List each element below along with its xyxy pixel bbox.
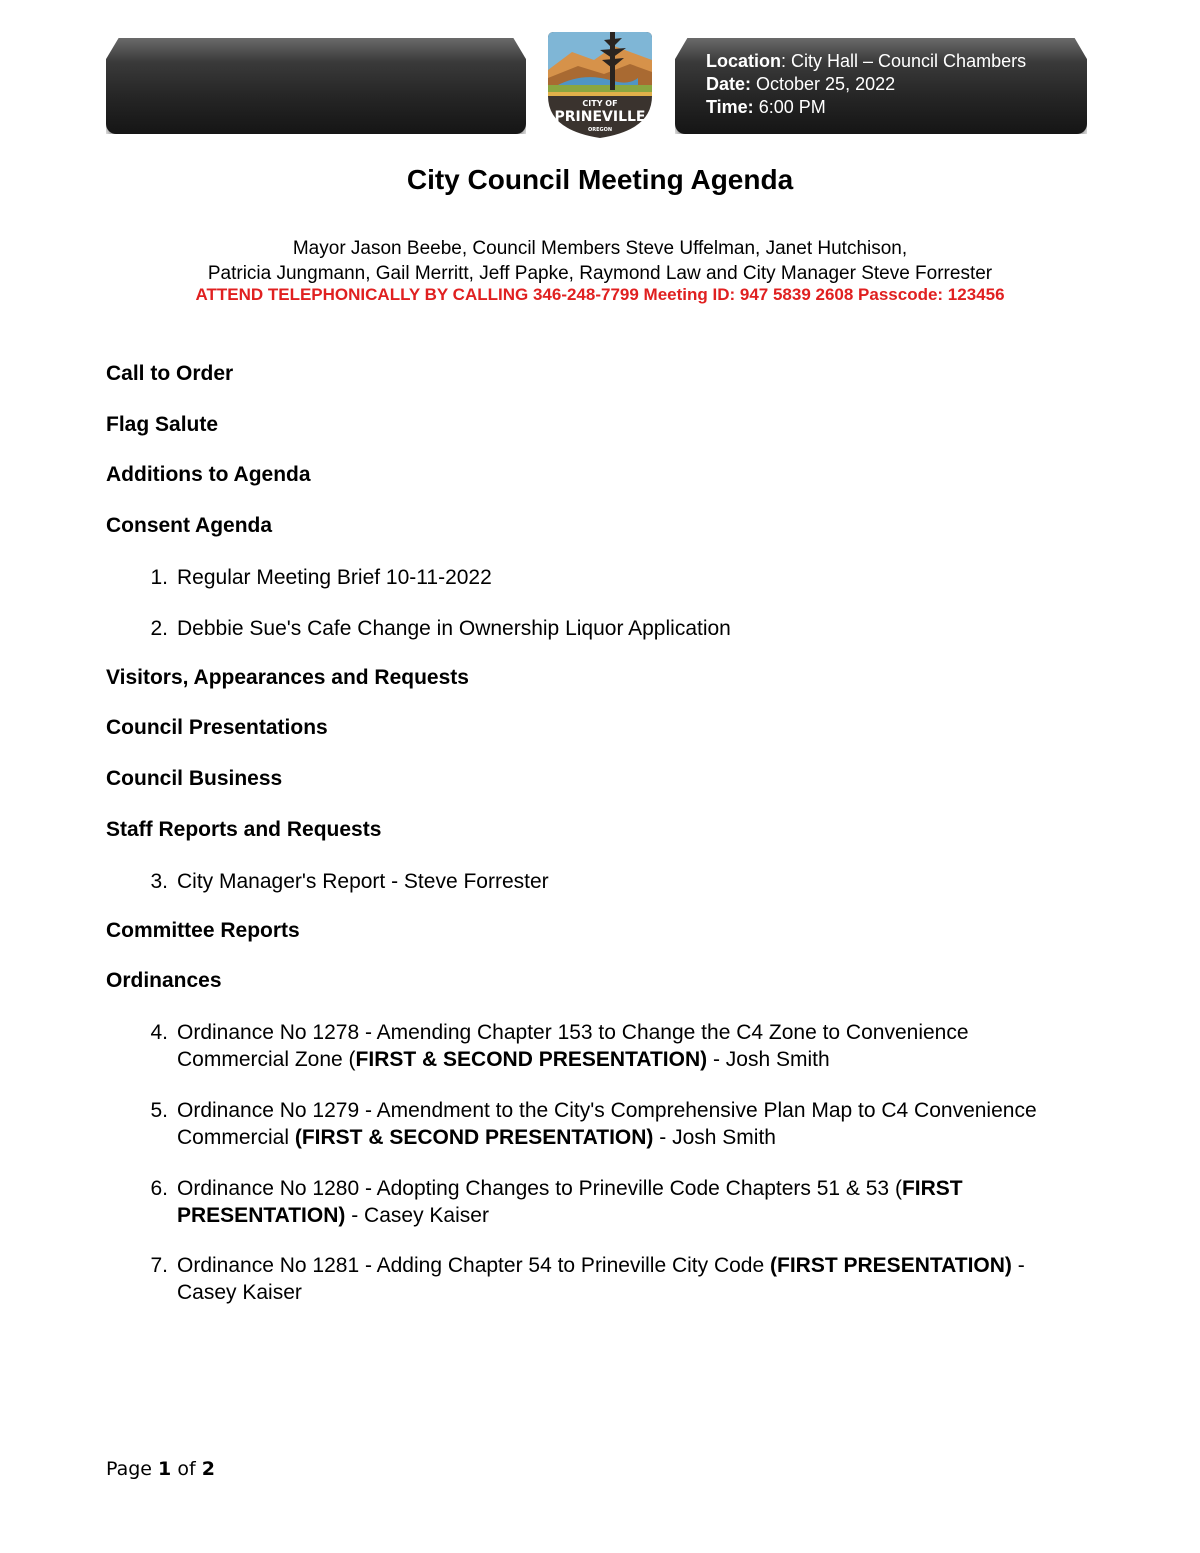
section-ordinances: Ordinances [106, 969, 222, 992]
item-text-part: Ordinance No 1281 - Adding Chapter 54 to Prineville City Code [177, 1254, 771, 1277]
date-label: Date: [706, 74, 752, 94]
item-text-bold: (FIRST & SECOND PRESENTATION) [294, 1126, 654, 1149]
item-text: Regular Meeting Brief 10-11-2022 [177, 566, 492, 589]
item-number: 2. [150, 617, 168, 640]
item-number: 1. [150, 566, 168, 589]
section-consent: Consent Agenda [106, 514, 273, 537]
council-members [0, 236, 1200, 286]
location-label: Location [706, 51, 781, 71]
item-number: 4. [150, 1021, 168, 1044]
page-current: 1 [158, 1458, 172, 1480]
item-text: Debbie Sue's Cafe Change in Ownership Liquor Application [177, 617, 731, 640]
page-of-word: of [171, 1458, 202, 1480]
page-word: Page [106, 1458, 159, 1480]
header-bar-left [106, 38, 526, 134]
item-text-part: - Josh Smith [707, 1048, 830, 1071]
item-text-part: - Casey Kaiser [345, 1204, 489, 1227]
item-text-part: Ordinance No 1278 - Amending Chapter 153 to Change the C4 Zone to Convenience Commercial Zone ( [177, 1021, 969, 1071]
date-value: October 25, 2022 [751, 74, 896, 94]
item-text: City Manager's Report - Steve Forrester [177, 870, 549, 893]
item-number: 3. [150, 870, 168, 893]
section-committee: Committee Reports [106, 919, 300, 942]
section-business: Council Business [106, 767, 283, 790]
location-value: : City Hall – Council Chambers [781, 51, 1027, 71]
item-text-part: Ordinance No 1279 - Amendment to the City's Comprehensive Plan Map to C4 Convenience Commercial [177, 1099, 1037, 1149]
location-line [706, 50, 1026, 73]
meeting-info [706, 50, 1026, 119]
item-text-bold: (FIRST PRESENTATION) [770, 1254, 1012, 1277]
section-call-to-order: Call to Order [106, 362, 234, 385]
section-staff: Staff Reports and Requests [106, 818, 382, 841]
item-text-part: Ordinance No 1280 - Adopting Changes to Prineville Code Chapters 51 & 53 ( [177, 1177, 902, 1200]
members-line2: Patricia Jungmann, Gail Merritt, Jeff Papke, Raymond Law and City Manager Steve Forrester [207, 263, 993, 284]
item-number: 6. [150, 1177, 168, 1200]
page-total: 2 [201, 1458, 215, 1480]
logo-line2: PRINEVILLE [554, 109, 646, 125]
section-flag-salute: Flag Salute [106, 413, 219, 436]
item-number: 5. [150, 1099, 168, 1122]
item-text-bold: FIRST PRESENTATION) [177, 1177, 963, 1227]
time-label: Time: [706, 97, 754, 117]
attend-notice: ATTEND TELEPHONICALLY BY CALLING 346-248-7799 Meeting ID: 947 5839 2608 Passcode: 123456 [195, 285, 1005, 304]
section-presentations: Council Presentations [106, 716, 328, 739]
section-additions: Additions to Agenda [106, 463, 311, 486]
section-visitors: Visitors, Appearances and Requests [106, 666, 469, 689]
page-title: City Council Meeting Agenda [406, 164, 794, 195]
item-text [177, 1019, 1077, 1073]
date-line [706, 73, 1026, 96]
time-line [706, 96, 1026, 119]
time-value: 6:00 PM [753, 97, 826, 117]
city-logo [542, 30, 658, 140]
page-number [106, 1458, 215, 1480]
item-number: 7. [150, 1254, 168, 1277]
item-text [177, 1252, 1077, 1306]
item-text-bold: FIRST & SECOND PRESENTATION) [355, 1048, 708, 1071]
item-text [177, 1175, 1077, 1229]
logo-line3: OREGON [587, 127, 613, 133]
members-line1: Mayor Jason Beebe, Council Members Steve Uffelman, Janet Hutchison, [292, 238, 908, 259]
item-text [177, 1097, 1077, 1151]
logo-line1: CITY OF [582, 99, 618, 108]
item-text-part: - Josh Smith [653, 1126, 776, 1149]
item-text-part: - Casey Kaiser [177, 1254, 1025, 1304]
